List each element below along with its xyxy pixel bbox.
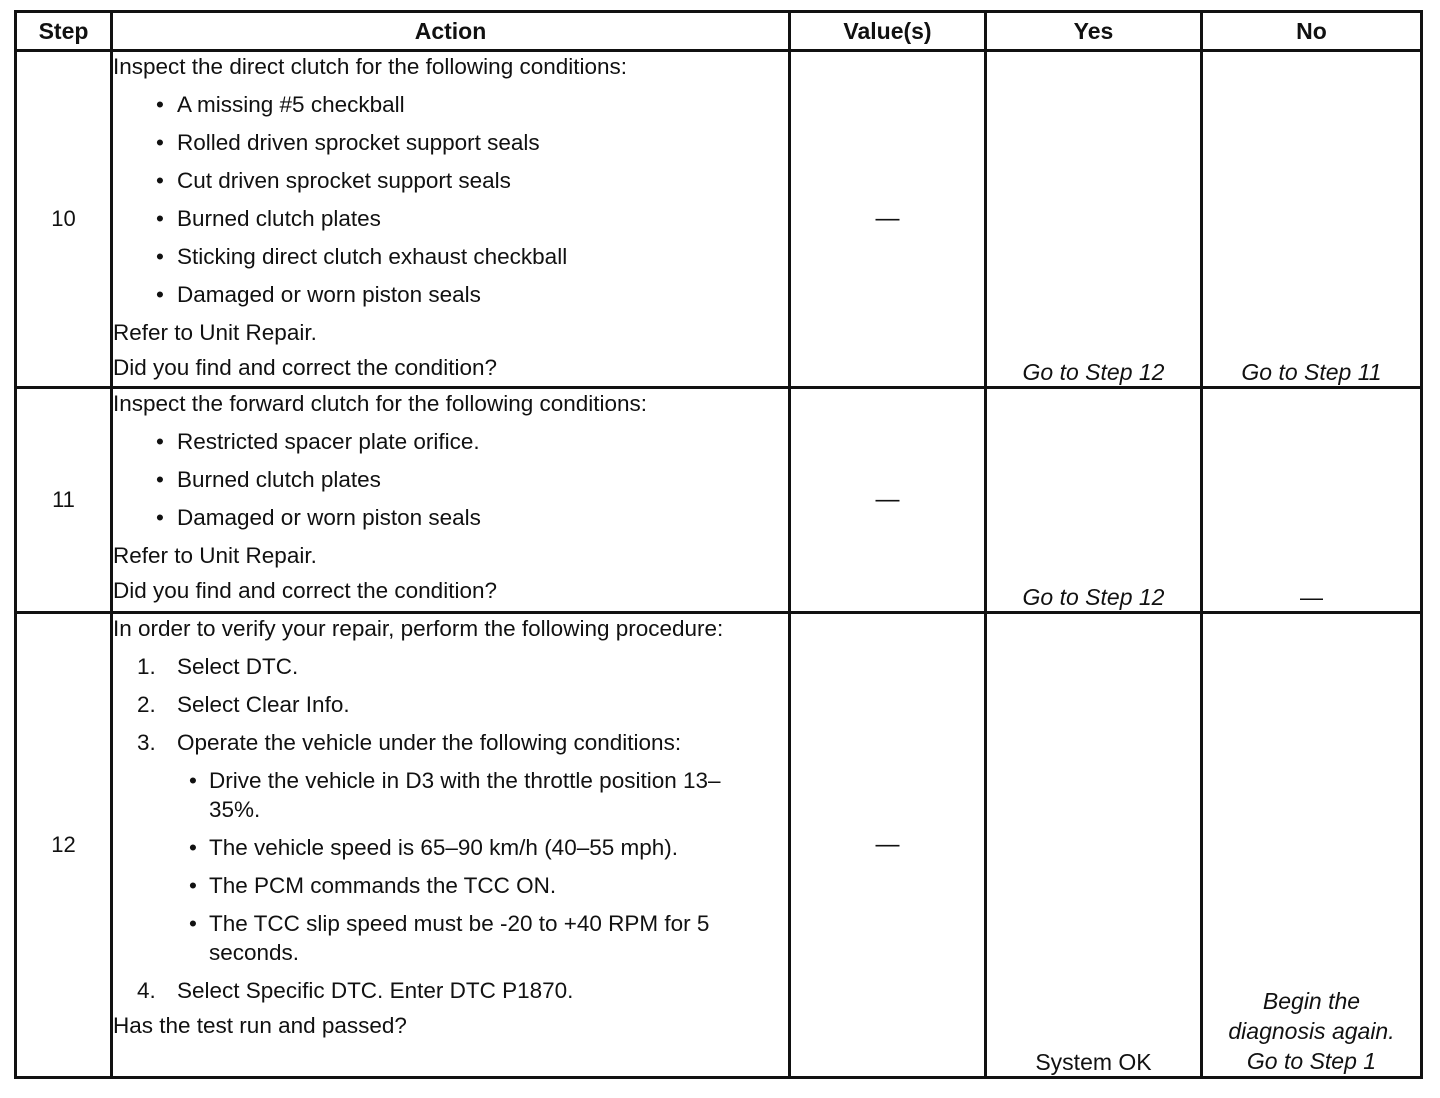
step-number: 12: [16, 613, 112, 1078]
header-step: Step: [16, 12, 112, 51]
bullet-icon: •: [156, 92, 164, 117]
yes-system-ok[interactable]: System OK: [986, 613, 1202, 1078]
list-item-text: Damaged or worn piston seals: [177, 282, 481, 307]
list-item-text: Damaged or worn piston seals: [177, 505, 481, 530]
list-item: [143, 90, 788, 119]
step-number: 11: [16, 388, 112, 613]
list-item-text: The vehicle speed is 65–90 km/h (40–55 mph).: [209, 835, 679, 860]
list-item: [143, 128, 788, 157]
list-item: [143, 242, 788, 271]
bullet-icon: •: [156, 130, 164, 155]
bullet-icon: •: [156, 282, 164, 307]
list-item: [177, 833, 788, 862]
action-intro: Inspect the forward clutch for the following conditions:: [113, 391, 648, 416]
list-item-text: Select DTC.: [177, 654, 299, 679]
table-row-step-12: [16, 613, 1422, 1078]
value-cell: —: [790, 388, 986, 613]
list-item-text: The TCC slip speed must be -20 to +40 RPM for 5 seconds.: [209, 911, 710, 965]
list-item-text: A missing #5 checkball: [177, 92, 405, 117]
bullet-icon: •: [156, 244, 164, 269]
refer-text: Refer to Unit Repair.: [113, 543, 317, 568]
yes-go-to-step-12[interactable]: Go to Step 12: [986, 51, 1202, 388]
list-item: [143, 465, 788, 494]
table-header-row: [16, 12, 1422, 51]
header-action: Action: [112, 12, 790, 51]
list-item-text: Burned clutch plates: [177, 467, 381, 492]
list-item-text: Cut driven sprocket support seals: [177, 168, 511, 193]
list-item-text: Drive the vehicle in D3 with the throttle position 13–35%.: [209, 768, 721, 822]
no-begin-diagnosis-again[interactable]: [1202, 613, 1422, 1078]
list-item: [137, 690, 788, 719]
bullet-icon: •: [156, 505, 164, 530]
step-index: 1.: [137, 654, 156, 679]
step-index: 3.: [137, 730, 156, 755]
action-cell: [112, 51, 790, 388]
list-item: [137, 652, 788, 681]
step-number: 10: [16, 51, 112, 388]
list-item-text: Restricted spacer plate orifice.: [177, 429, 480, 454]
question-text: Did you find and correct the condition?: [113, 578, 497, 603]
list-item-text: Operate the vehicle under the following conditions:: [177, 730, 682, 755]
header-yes: Yes: [986, 12, 1202, 51]
refer-text: Refer to Unit Repair.: [113, 320, 317, 345]
list-item: [177, 766, 788, 824]
header-values: Value(s): [790, 12, 986, 51]
list-item: [143, 166, 788, 195]
list-item: [143, 427, 788, 456]
step-index: 4.: [137, 978, 156, 1003]
list-item-text: The PCM commands the TCC ON.: [209, 873, 557, 898]
no-line: Go to Step 1: [1246, 1048, 1377, 1074]
header-no: No: [1202, 12, 1422, 51]
no-line: Begin the: [1262, 988, 1361, 1014]
action-intro: Inspect the direct clutch for the following conditions:: [113, 54, 628, 79]
question-text: Did you find and correct the condition?: [113, 355, 497, 380]
list-item-text: Burned clutch plates: [177, 206, 381, 231]
no-value-cell: —: [1202, 388, 1422, 613]
diagnostic-page: [14, 10, 1420, 1090]
bullet-icon: •: [189, 873, 197, 898]
action-cell: [112, 388, 790, 613]
bullet-icon: •: [189, 768, 197, 793]
list-item: [137, 976, 788, 1005]
bullet-icon: •: [156, 429, 164, 454]
diagnostic-table: [14, 10, 1423, 1079]
table-row-step-10: [16, 51, 1422, 388]
list-item-text: Select Clear Info.: [177, 692, 350, 717]
yes-go-to-step-12[interactable]: Go to Step 12: [986, 388, 1202, 613]
bullet-icon: •: [156, 206, 164, 231]
value-cell: —: [790, 613, 986, 1078]
action-cell: [112, 613, 790, 1078]
action-intro: In order to verify your repair, perform the following procedure:: [113, 616, 724, 641]
bullet-icon: •: [189, 911, 197, 936]
bullet-icon: •: [156, 467, 164, 492]
list-item: [177, 871, 788, 900]
bullet-icon: •: [156, 168, 164, 193]
list-item-text: Sticking direct clutch exhaust checkball: [177, 244, 568, 269]
list-item: [137, 728, 788, 757]
list-item: [143, 204, 788, 233]
value-cell: —: [790, 51, 986, 388]
list-item: [143, 280, 788, 309]
no-line: diagnosis again.: [1228, 1018, 1395, 1044]
list-item-text: Select Specific DTC. Enter DTC P1870.: [177, 978, 574, 1003]
list-item-text: Rolled driven sprocket support seals: [177, 130, 540, 155]
question-text: Has the test run and passed?: [113, 1013, 407, 1038]
step-index: 2.: [137, 692, 156, 717]
bullet-icon: •: [189, 835, 197, 860]
list-item: [177, 909, 788, 967]
list-item: [143, 503, 788, 532]
table-row-step-11: [16, 388, 1422, 613]
no-go-to-step-11[interactable]: Go to Step 11: [1202, 51, 1422, 388]
